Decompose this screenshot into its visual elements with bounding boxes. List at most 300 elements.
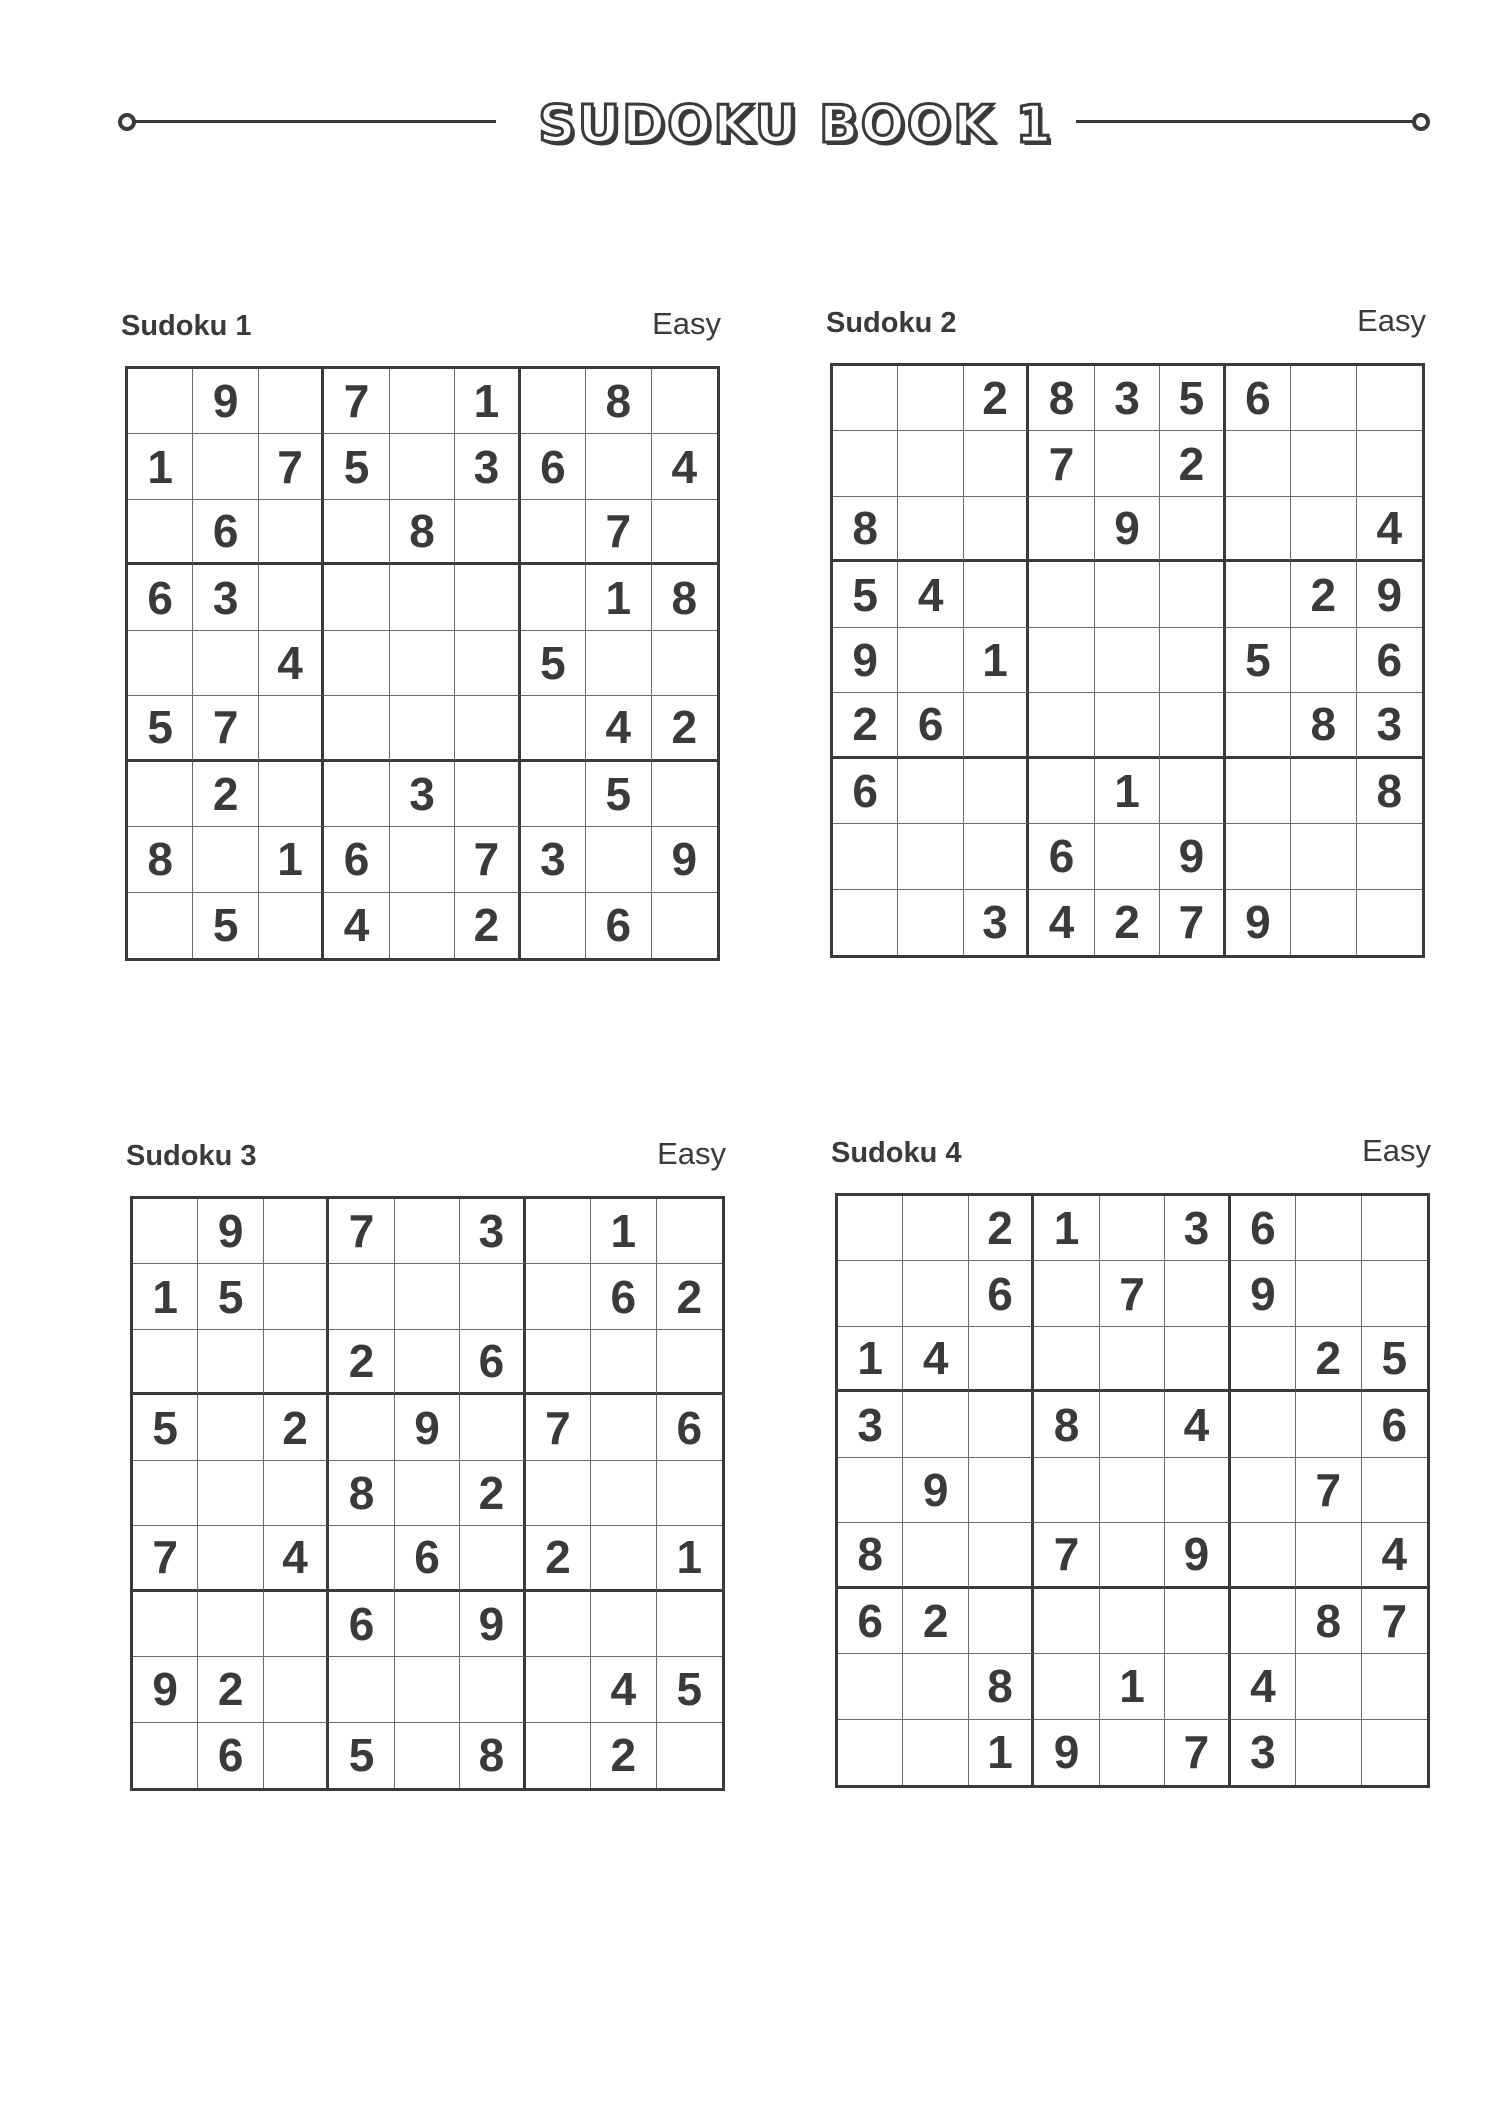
sudoku-cell: [198, 1461, 263, 1526]
sudoku-cell: 2: [657, 1264, 722, 1329]
sudoku-cell: [833, 431, 898, 496]
sudoku-cell: [1160, 628, 1225, 693]
sudoku-cell: [259, 893, 324, 958]
sudoku-cell: 7: [1029, 431, 1094, 496]
sudoku-cell: [591, 1395, 656, 1460]
sudoku-cell: 8: [652, 565, 717, 630]
puzzle-title: Sudoku 1: [121, 310, 252, 342]
sudoku-cell: [1226, 693, 1291, 758]
sudoku-cell: [969, 1589, 1034, 1654]
divider-line-left: [134, 120, 496, 123]
sudoku-cell: [259, 696, 324, 761]
sudoku-cell: [1095, 628, 1160, 693]
sudoku-cell: [1362, 1196, 1427, 1261]
sudoku-cell: [390, 631, 455, 696]
sudoku-cell: 3: [1357, 693, 1422, 758]
sudoku-cell: [128, 893, 193, 958]
sudoku-cell: 8: [838, 1523, 903, 1588]
sudoku-cell: 5: [198, 1264, 263, 1329]
sudoku-cell: [395, 1657, 460, 1722]
sudoku-cell: 4: [259, 631, 324, 696]
sudoku-cell: [591, 1330, 656, 1395]
sudoku-cell: 6: [591, 1264, 656, 1329]
sudoku-cell: [1100, 1523, 1165, 1588]
sudoku-grid: [835, 1193, 1430, 1788]
sudoku-cell: 9: [198, 1199, 263, 1264]
sudoku-cell: [1296, 1523, 1361, 1588]
sudoku-cell: 7: [586, 500, 651, 565]
sudoku-cell: [586, 434, 651, 499]
sudoku-cell: [526, 1461, 591, 1526]
sudoku-cell: 2: [964, 366, 1029, 431]
sudoku-cell: [969, 1392, 1034, 1457]
sudoku-cell: [1357, 824, 1422, 889]
sudoku-cell: 2: [591, 1723, 656, 1788]
sudoku-cell: 4: [1357, 497, 1422, 562]
sudoku-cell: [657, 1461, 722, 1526]
sudoku-cell: 1: [1034, 1196, 1099, 1261]
sudoku-cell: [455, 500, 520, 565]
sudoku-cell: [1160, 562, 1225, 627]
sudoku-cell: [395, 1330, 460, 1395]
sudoku-cell: 3: [390, 762, 455, 827]
sudoku-cell: [898, 759, 963, 824]
sudoku-cell: [1362, 1458, 1427, 1523]
sudoku-cell: [1226, 824, 1291, 889]
sudoku-cell: [1029, 759, 1094, 824]
sudoku-cell: 3: [1231, 1720, 1296, 1785]
sudoku-cell: [460, 1264, 525, 1329]
sudoku-cell: 4: [1029, 890, 1094, 955]
sudoku-cell: 1: [133, 1264, 198, 1329]
sudoku-cell: [591, 1526, 656, 1591]
sudoku-cell: 7: [1362, 1589, 1427, 1654]
sudoku-cell: [460, 1526, 525, 1591]
sudoku-cell: 8: [833, 497, 898, 562]
sudoku-cell: 6: [329, 1592, 394, 1657]
sudoku-cell: [1296, 1261, 1361, 1326]
sudoku-cell: 8: [586, 369, 651, 434]
sudoku-cell: [521, 500, 586, 565]
sudoku-cell: 6: [657, 1395, 722, 1460]
sudoku-cell: 6: [460, 1330, 525, 1395]
puzzle-title: Sudoku 4: [831, 1137, 962, 1169]
sudoku-cell: [133, 1330, 198, 1395]
sudoku-cell: [198, 1592, 263, 1657]
sudoku-cell: [128, 631, 193, 696]
sudoku-grid: [125, 366, 720, 961]
sudoku-cell: [652, 369, 717, 434]
sudoku-cell: [1095, 562, 1160, 627]
sudoku-cell: 5: [1160, 366, 1225, 431]
puzzle-title: Sudoku 3: [126, 1140, 257, 1172]
sudoku-cell: 9: [395, 1395, 460, 1460]
sudoku-cell: 1: [1095, 759, 1160, 824]
sudoku-cell: [193, 827, 258, 892]
sudoku-cell: 8: [1034, 1392, 1099, 1457]
sudoku-cell: 6: [193, 500, 258, 565]
sudoku-cell: [455, 565, 520, 630]
sudoku-cell: 9: [133, 1657, 198, 1722]
puzzle-difficulty: Easy: [1362, 1133, 1431, 1168]
sudoku-cell: 3: [460, 1199, 525, 1264]
sudoku-cell: 9: [903, 1458, 968, 1523]
sudoku-cell: 5: [657, 1657, 722, 1722]
circle-ornament-right: [1412, 113, 1430, 131]
sudoku-cell: [1226, 431, 1291, 496]
sudoku-cell: [526, 1723, 591, 1788]
sudoku-cell: 5: [193, 893, 258, 958]
sudoku-cell: [1100, 1458, 1165, 1523]
sudoku-cell: [460, 1395, 525, 1460]
sudoku-cell: [390, 893, 455, 958]
sudoku-cell: [833, 824, 898, 889]
sudoku-cell: [264, 1592, 329, 1657]
sudoku-cell: 4: [264, 1526, 329, 1591]
sudoku-cell: 2: [329, 1330, 394, 1395]
sudoku-cell: 2: [526, 1526, 591, 1591]
sudoku-cell: 6: [395, 1526, 460, 1591]
sudoku-cell: 7: [1100, 1261, 1165, 1326]
sudoku-cell: [460, 1657, 525, 1722]
sudoku-cell: 8: [329, 1461, 394, 1526]
sudoku-cell: [586, 827, 651, 892]
sudoku-cell: [1296, 1654, 1361, 1719]
sudoku-cell: [133, 1723, 198, 1788]
sudoku-cell: [1160, 759, 1225, 824]
sudoku-cell: [1357, 890, 1422, 955]
sudoku-cell: 6: [1029, 824, 1094, 889]
sudoku-cell: [903, 1654, 968, 1719]
sudoku-cell: [838, 1196, 903, 1261]
sudoku-cell: 1: [1100, 1654, 1165, 1719]
sudoku-cell: [264, 1330, 329, 1395]
sudoku-cell: 9: [833, 628, 898, 693]
sudoku-cell: 3: [1095, 366, 1160, 431]
sudoku-cell: [969, 1458, 1034, 1523]
sudoku-cell: 2: [969, 1196, 1034, 1261]
sudoku-cell: 1: [586, 565, 651, 630]
sudoku-cell: [521, 565, 586, 630]
sudoku-cell: [324, 631, 389, 696]
sudoku-cell: [1226, 562, 1291, 627]
sudoku-cell: 1: [128, 434, 193, 499]
sudoku-cell: [964, 693, 1029, 758]
sudoku-cell: [1296, 1720, 1361, 1785]
puzzle-difficulty: Easy: [657, 1136, 726, 1171]
sudoku-cell: 7: [1165, 1720, 1230, 1785]
sudoku-cell: [652, 893, 717, 958]
sudoku-cell: 1: [838, 1327, 903, 1392]
sudoku-cell: [657, 1330, 722, 1395]
sudoku-cell: 7: [1034, 1523, 1099, 1588]
sudoku-cell: [1100, 1392, 1165, 1457]
sudoku-cell: 6: [833, 759, 898, 824]
sudoku-cell: [964, 431, 1029, 496]
sudoku-cell: 1: [259, 827, 324, 892]
sudoku-cell: [324, 565, 389, 630]
sudoku-cell: [521, 369, 586, 434]
sudoku-cell: [526, 1592, 591, 1657]
sudoku-cell: [329, 1657, 394, 1722]
sudoku-cell: [1095, 431, 1160, 496]
sudoku-cell: [455, 696, 520, 761]
sudoku-cell: 8: [1029, 366, 1094, 431]
sudoku-cell: [838, 1720, 903, 1785]
sudoku-cell: 6: [1357, 628, 1422, 693]
sudoku-cell: [1362, 1654, 1427, 1719]
sudoku-cell: [455, 762, 520, 827]
sudoku-cell: [128, 500, 193, 565]
sudoku-cell: [898, 890, 963, 955]
sudoku-cell: 9: [1231, 1261, 1296, 1326]
sudoku-cell: [1165, 1458, 1230, 1523]
sudoku-cell: 4: [1165, 1392, 1230, 1457]
sudoku-cell: 9: [1034, 1720, 1099, 1785]
sudoku-cell: 6: [898, 693, 963, 758]
sudoku-cell: 9: [1226, 890, 1291, 955]
sudoku-cell: [1231, 1458, 1296, 1523]
puzzle-difficulty: Easy: [652, 306, 721, 341]
sudoku-cell: [1165, 1261, 1230, 1326]
sudoku-cell: [903, 1196, 968, 1261]
sudoku-cell: [390, 696, 455, 761]
sudoku-cell: [964, 562, 1029, 627]
sudoku-cell: [1095, 824, 1160, 889]
sudoku-cell: 1: [455, 369, 520, 434]
sudoku-cell: [395, 1199, 460, 1264]
sudoku-cell: [1100, 1589, 1165, 1654]
sudoku-cell: [1357, 366, 1422, 431]
sudoku-cell: 3: [964, 890, 1029, 955]
puzzle-title: Sudoku 2: [826, 307, 957, 339]
sudoku-cell: 9: [652, 827, 717, 892]
sudoku-cell: [1291, 628, 1356, 693]
sudoku-cell: 5: [1226, 628, 1291, 693]
sudoku-cell: [903, 1720, 968, 1785]
sudoku-cell: 2: [652, 696, 717, 761]
sudoku-cell: [1231, 1589, 1296, 1654]
sudoku-cell: 7: [193, 696, 258, 761]
sudoku-cell: [324, 696, 389, 761]
sudoku-cell: [652, 762, 717, 827]
sudoku-cell: [1291, 497, 1356, 562]
sudoku-cell: [591, 1592, 656, 1657]
sudoku-cell: 1: [657, 1526, 722, 1591]
sudoku-cell: [521, 696, 586, 761]
sudoku-cell: [264, 1723, 329, 1788]
sudoku-cell: 6: [1226, 366, 1291, 431]
sudoku-cell: 9: [1160, 824, 1225, 889]
page-header: [118, 95, 1430, 155]
sudoku-cell: [324, 762, 389, 827]
sudoku-cell: [1034, 1458, 1099, 1523]
sudoku-cell: [324, 500, 389, 565]
sudoku-cell: [1226, 759, 1291, 824]
sudoku-cell: 3: [193, 565, 258, 630]
sudoku-cell: 6: [324, 827, 389, 892]
sudoku-cell: 6: [1231, 1196, 1296, 1261]
sudoku-cell: [395, 1461, 460, 1526]
sudoku-cell: 4: [1362, 1523, 1427, 1588]
sudoku-cell: 8: [969, 1654, 1034, 1719]
sudoku-cell: [198, 1526, 263, 1591]
sudoku-cell: 7: [259, 434, 324, 499]
sudoku-cell: [1291, 431, 1356, 496]
sudoku-cell: [390, 565, 455, 630]
sudoku-cell: [964, 824, 1029, 889]
sudoku-cell: [1231, 1392, 1296, 1457]
sudoku-cell: 8: [1357, 759, 1422, 824]
sudoku-cell: [259, 565, 324, 630]
sudoku-cell: [526, 1330, 591, 1395]
sudoku-cell: [133, 1592, 198, 1657]
sudoku-cell: 6: [969, 1261, 1034, 1326]
sudoku-cell: [1165, 1327, 1230, 1392]
sudoku-cell: [526, 1264, 591, 1329]
sudoku-cell: 4: [324, 893, 389, 958]
sudoku-cell: 4: [652, 434, 717, 499]
sudoku-cell: [657, 1199, 722, 1264]
sudoku-cell: 2: [833, 693, 898, 758]
sudoku-cell: 5: [133, 1395, 198, 1460]
sudoku-cell: 6: [838, 1589, 903, 1654]
sudoku-cell: [526, 1657, 591, 1722]
sudoku-cell: [1034, 1589, 1099, 1654]
sudoku-cell: 8: [1296, 1589, 1361, 1654]
sudoku-cell: 9: [460, 1592, 525, 1657]
sudoku-cell: 3: [455, 434, 520, 499]
sudoku-grid: [130, 1196, 725, 1791]
sudoku-cell: 8: [460, 1723, 525, 1788]
sudoku-cell: 5: [833, 562, 898, 627]
puzzle-difficulty: Easy: [1357, 303, 1426, 338]
sudoku-cell: [128, 762, 193, 827]
sudoku-cell: [1226, 497, 1291, 562]
sudoku-cell: [1029, 497, 1094, 562]
sudoku-cell: [1100, 1327, 1165, 1392]
sudoku-cell: [259, 500, 324, 565]
sudoku-cell: [964, 497, 1029, 562]
sudoku-cell: [1291, 890, 1356, 955]
sudoku-cell: [838, 1261, 903, 1326]
sudoku-cell: 2: [1160, 431, 1225, 496]
sudoku-cell: [838, 1654, 903, 1719]
sudoku-cell: [1029, 562, 1094, 627]
sudoku-cell: 7: [329, 1199, 394, 1264]
sudoku-cell: 6: [586, 893, 651, 958]
sudoku-cell: 5: [1362, 1327, 1427, 1392]
sudoku-cell: [1291, 824, 1356, 889]
sudoku-cell: [1095, 693, 1160, 758]
sudoku-cell: [264, 1264, 329, 1329]
sudoku-cell: 7: [455, 827, 520, 892]
sudoku-cell: 7: [1296, 1458, 1361, 1523]
sudoku-cell: 1: [591, 1199, 656, 1264]
sudoku-cell: [964, 759, 1029, 824]
sudoku-cell: 8: [390, 500, 455, 565]
divider-line-right: [1076, 120, 1414, 123]
sudoku-cell: [329, 1264, 394, 1329]
sudoku-cell: [198, 1395, 263, 1460]
sudoku-cell: 9: [1357, 562, 1422, 627]
sudoku-cell: [521, 893, 586, 958]
sudoku-cell: [395, 1592, 460, 1657]
sudoku-cell: [903, 1392, 968, 1457]
sudoku-cell: [521, 762, 586, 827]
sudoku-cell: 1: [969, 1720, 1034, 1785]
sudoku-cell: [1231, 1327, 1296, 1392]
sudoku-cell: 1: [964, 628, 1029, 693]
sudoku-cell: [390, 369, 455, 434]
sudoku-cell: 5: [586, 762, 651, 827]
sudoku-cell: [1296, 1196, 1361, 1261]
sudoku-cell: [1165, 1589, 1230, 1654]
sudoku-cell: 3: [521, 827, 586, 892]
sudoku-cell: [1034, 1261, 1099, 1326]
sudoku-cell: [652, 500, 717, 565]
sudoku-cell: [264, 1461, 329, 1526]
sudoku-cell: 4: [898, 562, 963, 627]
sudoku-cell: 2: [1291, 562, 1356, 627]
sudoku-cell: [1100, 1196, 1165, 1261]
sudoku-cell: 4: [1231, 1654, 1296, 1719]
sudoku-cell: 4: [591, 1657, 656, 1722]
sudoku-cell: [969, 1327, 1034, 1392]
sudoku-cell: 3: [838, 1392, 903, 1457]
sudoku-cell: 7: [1160, 890, 1225, 955]
sudoku-cell: 6: [198, 1723, 263, 1788]
sudoku-cell: [591, 1461, 656, 1526]
sudoku-cell: [259, 369, 324, 434]
sudoku-cell: 9: [1165, 1523, 1230, 1588]
sudoku-cell: 9: [1095, 497, 1160, 562]
sudoku-cell: 5: [128, 696, 193, 761]
sudoku-cell: [1029, 693, 1094, 758]
sudoku-cell: [1160, 497, 1225, 562]
sudoku-cell: 2: [264, 1395, 329, 1460]
sudoku-cell: 3: [1165, 1196, 1230, 1261]
sudoku-cell: [1362, 1720, 1427, 1785]
sudoku-cell: [133, 1461, 198, 1526]
page-title: SUDOKU BOOK 1: [538, 95, 1054, 155]
sudoku-cell: [264, 1657, 329, 1722]
sudoku-cell: 5: [329, 1723, 394, 1788]
sudoku-cell: 2: [193, 762, 258, 827]
sudoku-cell: [193, 434, 258, 499]
sudoku-cell: [264, 1199, 329, 1264]
sudoku-cell: 8: [128, 827, 193, 892]
sudoku-cell: [898, 366, 963, 431]
sudoku-cell: [390, 434, 455, 499]
sudoku-cell: [193, 631, 258, 696]
sudoku-cell: [1357, 431, 1422, 496]
sudoku-cell: 2: [198, 1657, 263, 1722]
sudoku-cell: [833, 890, 898, 955]
sudoku-cell: [1291, 759, 1356, 824]
sudoku-cell: [657, 1723, 722, 1788]
sudoku-cell: 2: [1296, 1327, 1361, 1392]
sudoku-cell: [390, 827, 455, 892]
sudoku-cell: [526, 1199, 591, 1264]
sudoku-cell: [133, 1199, 198, 1264]
sudoku-cell: [455, 631, 520, 696]
sudoku-grid: [830, 363, 1425, 958]
sudoku-cell: [395, 1723, 460, 1788]
sudoku-cell: [259, 762, 324, 827]
sudoku-cell: [898, 497, 963, 562]
sudoku-cell: [898, 628, 963, 693]
